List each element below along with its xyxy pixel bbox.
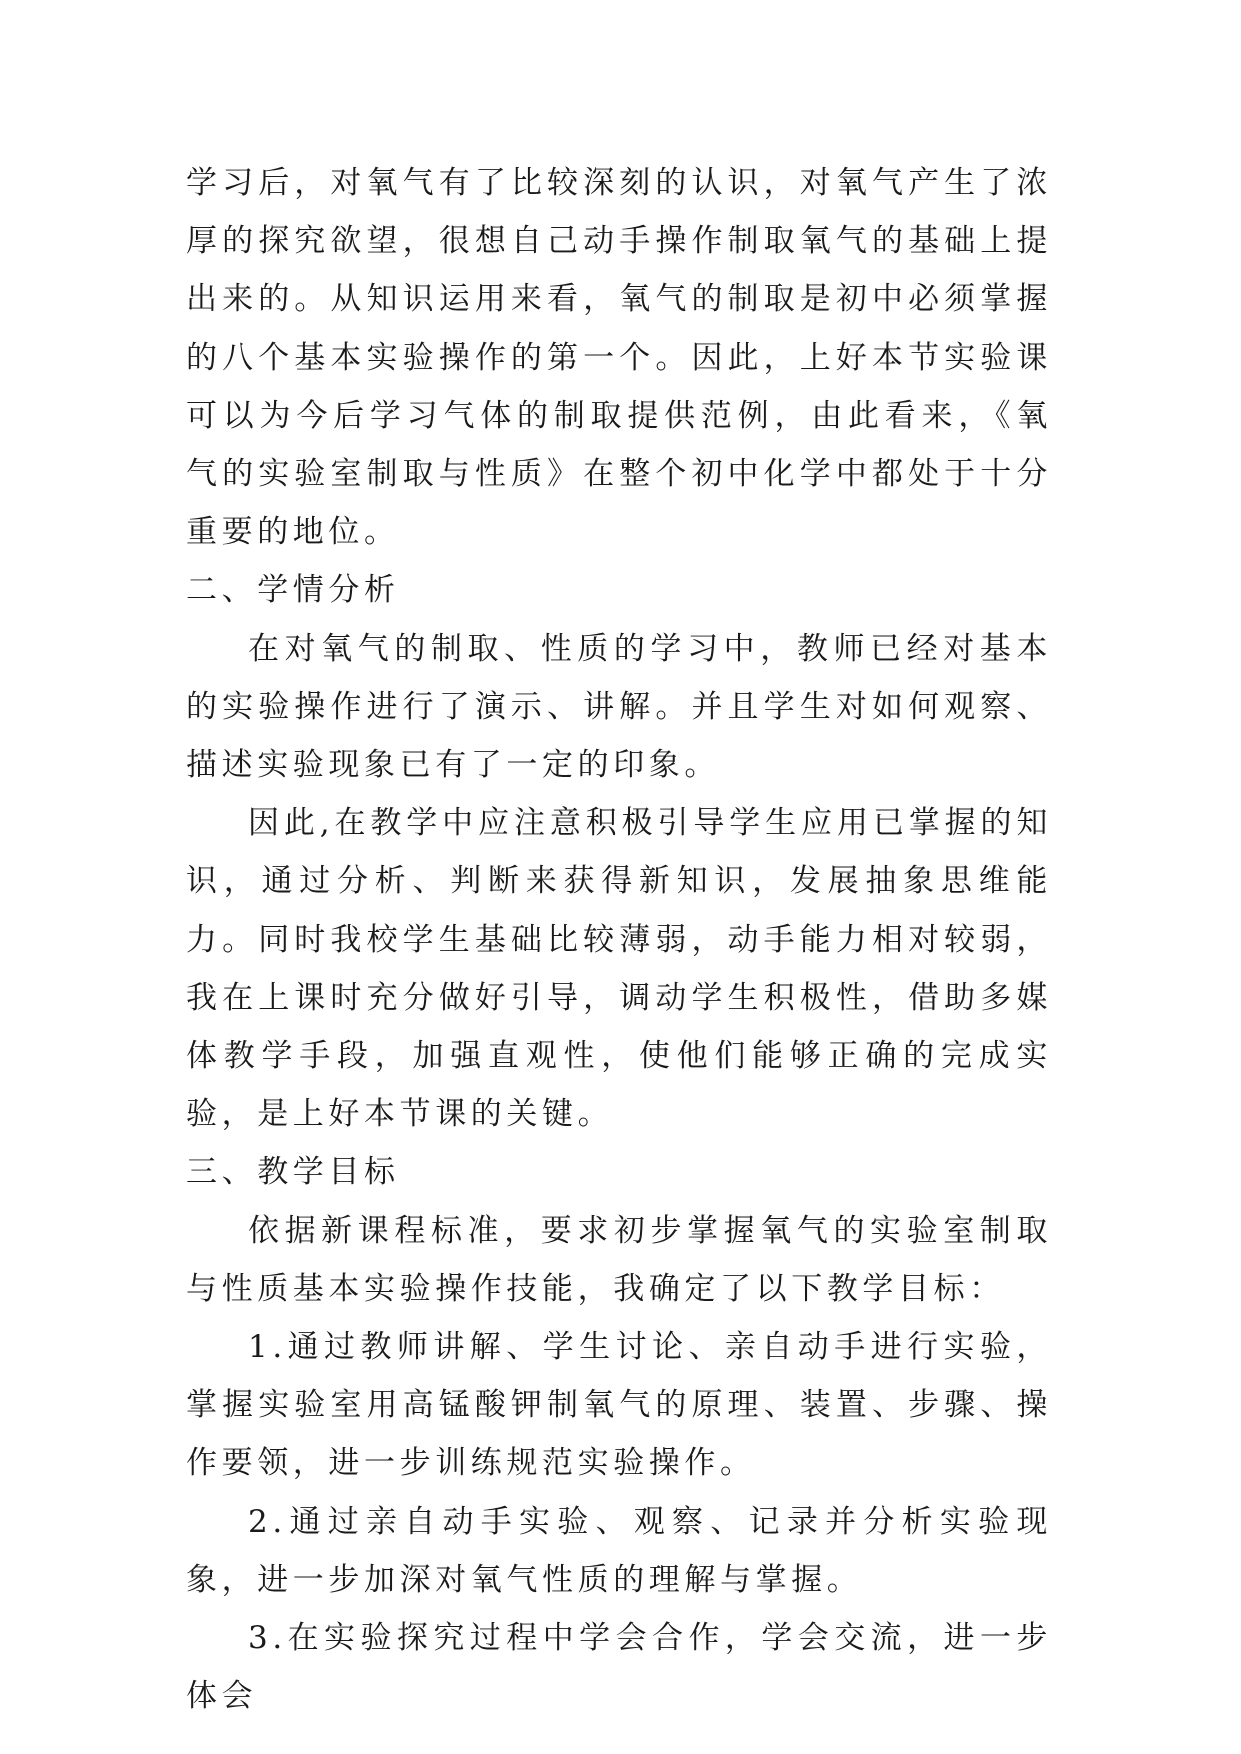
list-item-goal-2: 2.通过亲自动手实验、观察、记录并分析实验现象，进一步加深对氧气性质的理解与掌握。 xyxy=(186,1503,1052,1598)
document-body xyxy=(186,154,1052,1725)
list-item-goal-3: 3.在实验探究过程中学会合作，学会交流，进一步体会 xyxy=(186,1620,1052,1715)
paragraph-teaching-goals-intro: 依据新课程标准，要求初步掌握氧气的实验室制取与性质基本实验操作技能，我确定了以下教学目标： xyxy=(186,1212,1052,1307)
section-heading-teaching-goals: 三、教学目标 xyxy=(186,1154,400,1191)
paragraph-learning-analysis-2: 因此,在教学中应注意积极引导学生应用已掌握的知识，通过分析、判断来获得新知识，发展抽象思维能力。同时我校学生基础比较薄弱，动手能力相对较弱，我在上课时充分做好引导，调动学生积极性，借助多媒体教学手段，加强直观性，使他们能够正确的完成实验，是上好本节课的关键。 xyxy=(186,805,1052,1133)
paragraph-learning-analysis-1: 在对氧气的制取、性质的学习中，教师已经对基本的实验操作进行了演示、讲解。并且学生对如何观察、描述实验现象已有了一定的印象。 xyxy=(186,630,1052,784)
paragraph-intro-continuation: 学习后，对氧气有了比较深刻的认识，对氧气产生了浓厚的探究欲望，很想自己动手操作制取氧气的基础上提出来的。从知识运用来看，氧气的制取是初中必须掌握的八个基本实验操作的第一个。因此，上好本节实验课可以为今后学习气体的制取提供范例，由此看来，《氧气的实验室制取与性质》在整个初中化学中都处于十分重要的地位。 xyxy=(186,165,1052,551)
list-item-goal-1: 1.通过教师讲解、学生讨论、亲自动手进行实验，掌握实验室用高锰酸钾制氧气的原理、装置、步骤、操作要领，进一步训练规范实验操作。 xyxy=(186,1329,1052,1482)
section-heading-learning-analysis: 二、学情分析 xyxy=(186,572,400,609)
